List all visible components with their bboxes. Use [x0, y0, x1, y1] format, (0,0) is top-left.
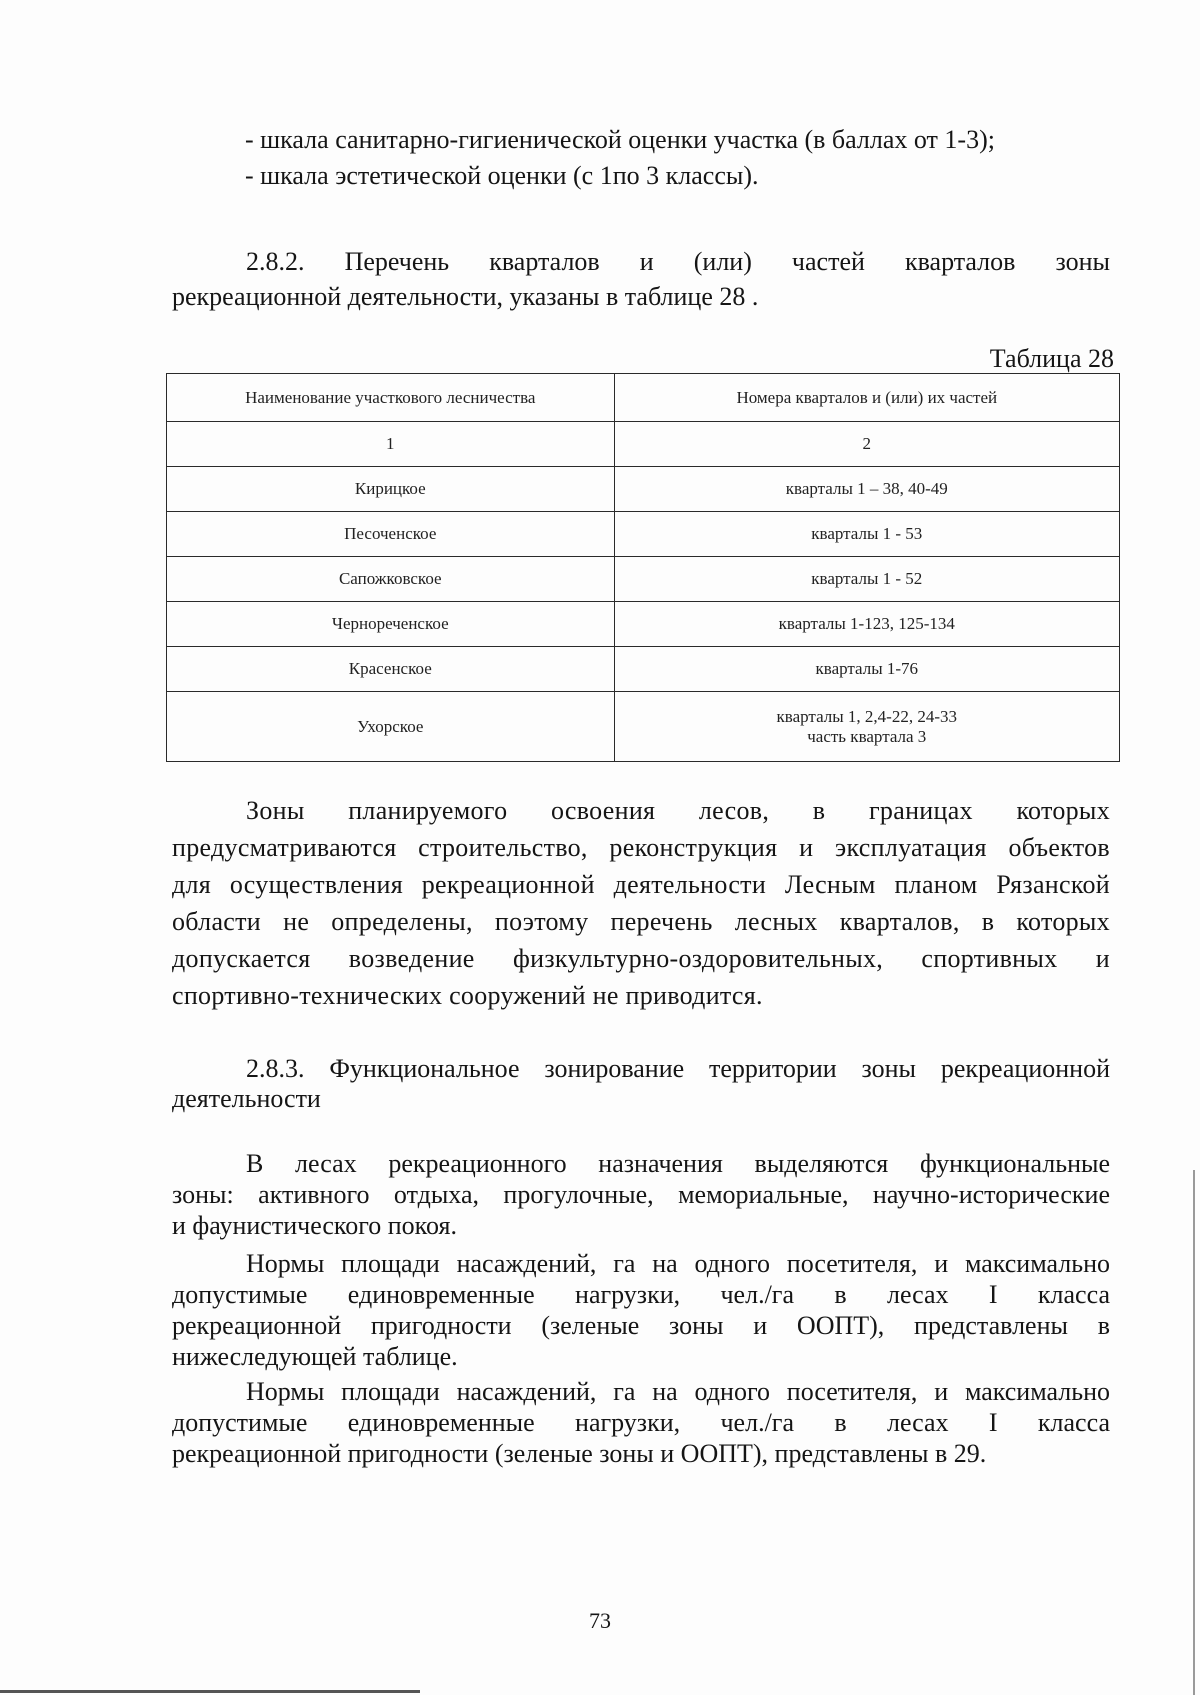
table-caption: Таблица 28 — [989, 344, 1114, 373]
forestry-name-cell: Кирицкое — [167, 467, 615, 512]
norms-paragraph — [172, 1376, 1110, 1469]
table-header-row — [167, 374, 1120, 422]
quarters-cell — [614, 692, 1119, 762]
text-line: Зоны планируемого освоения лесов, в границах которых — [246, 796, 1110, 825]
quarters-cell: кварталы 1-123, 125-134 — [614, 602, 1119, 647]
table-row — [167, 512, 1120, 557]
quarters-cell: кварталы 1 – 38, 40-49 — [614, 467, 1119, 512]
scan-edge-shadow — [0, 1690, 420, 1693]
quarters-cell: кварталы 1 - 53 — [614, 512, 1119, 557]
text-line: допускается возведение физкультурно-оздоровительных, спортивных и — [172, 944, 1110, 973]
table-row — [167, 692, 1120, 762]
column-number: 1 — [167, 422, 615, 467]
zones-paragraph — [172, 792, 1110, 1014]
scan-edge-shadow — [1193, 1170, 1195, 1695]
bullet-item: - шкала эстетической оценки (с 1по 3 классы). — [245, 161, 759, 190]
forestry-name-cell: Сапожковское — [167, 557, 615, 602]
section-2-8-3-heading — [172, 1054, 1110, 1114]
page-number: 73 — [589, 1608, 611, 1633]
text-line: зоны: активного отдыха, прогулочные, мемориальные, научно-исторические — [172, 1180, 1110, 1209]
quarters-line: кварталы 1, 2,4-22, 24-33 — [776, 706, 957, 726]
text-line: 2.8.2. Перечень кварталов и (или) частей кварталов зоны — [246, 247, 1110, 276]
text-line: спортивно-технических сооружений не приводится. — [172, 981, 763, 1010]
forestry-name-cell: Песоченское — [167, 512, 615, 557]
forestry-quarters-table — [166, 373, 1120, 762]
text-line: нижеследующей таблице. — [172, 1342, 458, 1371]
text-line: рекреационной пригодности (зеленые зоны и ООПТ), представлены в 29. — [172, 1439, 987, 1468]
functional-zones-paragraph — [172, 1148, 1110, 1241]
text-line: области не определены, поэтому перечень лесных кварталов, в которых — [172, 907, 1110, 936]
table-row — [167, 557, 1120, 602]
table-row — [167, 647, 1120, 692]
quarters-line: часть квартала 3 — [807, 726, 927, 746]
text-line: для осуществления рекреационной деятельности Лесным планом Рязанской — [172, 870, 1110, 899]
bullet-item: - шкала санитарно-гигиенической оценки участка (в баллах от 1-3); — [245, 125, 995, 154]
table-column-number-row — [167, 422, 1120, 467]
text-line: деятельности — [172, 1084, 321, 1113]
text-line: и фаунистического покоя. — [172, 1211, 457, 1240]
table-row — [167, 467, 1120, 512]
section-2-8-2-paragraph — [172, 244, 1110, 314]
quarters-cell: кварталы 1-76 — [614, 647, 1119, 692]
forestry-name-cell: Чернореченское — [167, 602, 615, 647]
quarters-cell: кварталы 1 - 52 — [614, 557, 1119, 602]
text-line: 2.8.3. Функциональное зонирование территории зоны рекреационной — [246, 1054, 1110, 1083]
column-header-quarters: Номера кварталов и (или) их частей — [614, 374, 1119, 422]
text-line: предусматриваются строительство, реконструкция и эксплуатация объектов — [172, 833, 1110, 862]
column-header-forestry: Наименование участкового лесничества — [167, 374, 615, 422]
forestry-name-cell: Красенское — [167, 647, 615, 692]
text-line: Нормы площади насаждений, га на одного посетителя, и максимально — [246, 1377, 1110, 1406]
forestry-name-cell: Ухорское — [167, 692, 615, 762]
text-line: рекреационной пригодности (зеленые зоны и ООПТ), представлены в — [172, 1311, 1110, 1340]
text-line: Нормы площади насаждений, га на одного посетителя, и максимально — [246, 1249, 1110, 1278]
column-number: 2 — [614, 422, 1119, 467]
table-row — [167, 602, 1120, 647]
text-line: допустимые единовременные нагрузки, чел./га в лесах I класса — [172, 1408, 1110, 1437]
text-line: В лесах рекреационного назначения выделяются функциональные — [246, 1149, 1110, 1178]
norms-paragraph — [172, 1248, 1110, 1372]
text-line: рекреационной деятельности, указаны в таблице 28 . — [172, 282, 759, 311]
text-line: допустимые единовременные нагрузки, чел./га в лесах I класса — [172, 1280, 1110, 1309]
criteria-bullet-list — [245, 122, 995, 194]
